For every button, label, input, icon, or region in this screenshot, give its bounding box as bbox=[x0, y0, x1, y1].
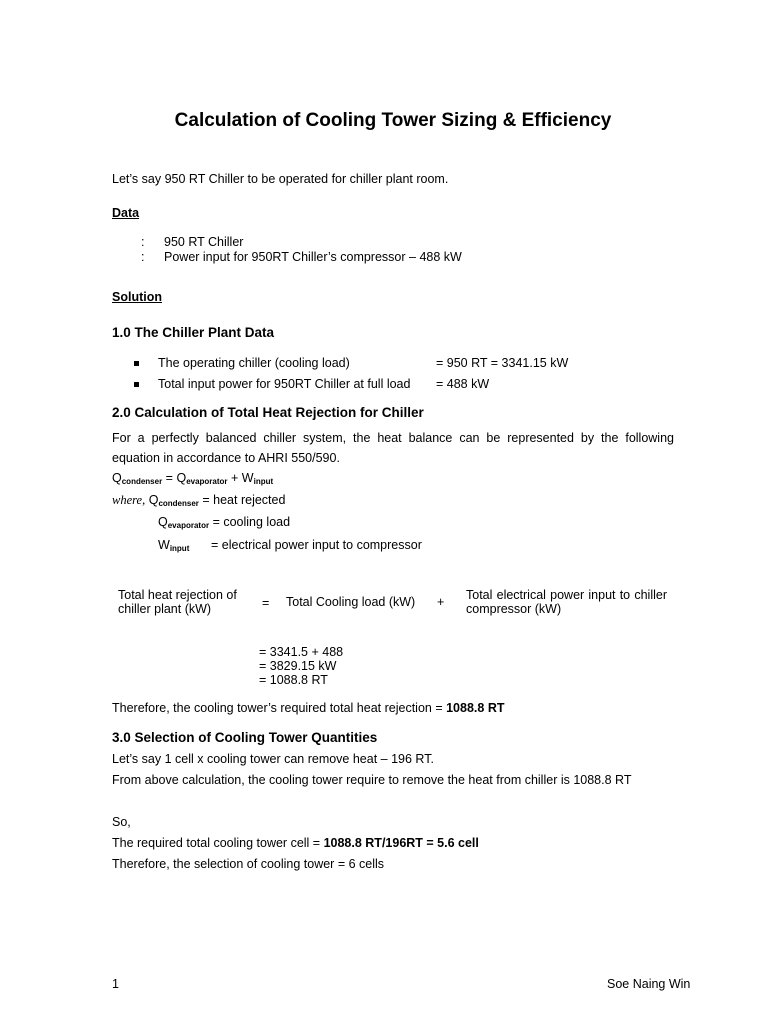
cell-capacity-text: Let’s say 1 cell x cooling tower can remove heat – 196 RT. bbox=[112, 752, 434, 766]
total-heat-rejection-label: Total heat rejection of chiller plant (kW) bbox=[118, 588, 237, 616]
section-3-heading: 3.0 Selection of Cooling Tower Quantities bbox=[112, 730, 378, 745]
bullet-icon bbox=[134, 382, 139, 387]
data-item: 950 RT Chiller bbox=[164, 235, 244, 249]
page-title: Calculation of Cooling Tower Sizing & Efficiency bbox=[174, 110, 612, 131]
so-text: So, bbox=[112, 815, 131, 829]
intro-text: Let’s say 950 RT Chiller to be operated for chiller plant room. bbox=[112, 172, 449, 186]
definition-power-input: $W_{input}$ bbox=[158, 538, 190, 553]
heat-balance-equation: $Q_{condenser} = Q_{evaporator} + W_{input}$ bbox=[112, 471, 274, 486]
definition-power-input-text: = electrical power input to compressor bbox=[211, 538, 422, 552]
definition-heat-rejected: where, $Q_{condenser}$ = heat rejected bbox=[112, 493, 286, 508]
required-cells-text: The required total cooling tower cell = 1088.8 RT/196RT = 5.6 cell bbox=[112, 836, 479, 850]
calc-line: = 3341.5 + 488 bbox=[259, 645, 344, 659]
calc-line: = 1088.8 RT bbox=[259, 673, 328, 687]
plant-data-value: = 488 kW bbox=[436, 377, 490, 391]
required-heat-text: From above calculation, the cooling tower require to remove the heat from chiller is 1088.8 RT bbox=[112, 773, 632, 787]
total-power-input-label: Total electrical power input to chiller compressor (kW) bbox=[466, 588, 667, 616]
plant-data-label: The operating chiller (cooling load) bbox=[158, 356, 350, 370]
selection-text: Therefore, the selection of cooling tower = 6 cells bbox=[112, 857, 385, 871]
definition-cooling-load: $Q_{evaporator}$ = cooling load bbox=[158, 515, 291, 530]
plant-data-label: Total input power for 950RT Chiller at full load bbox=[158, 377, 411, 391]
equals-sign: = bbox=[262, 596, 270, 610]
calc-line: = 3829.15 kW bbox=[259, 659, 337, 673]
data-item-marker: : bbox=[141, 235, 145, 249]
bullet-icon bbox=[134, 361, 139, 366]
data-item-marker: : bbox=[141, 250, 145, 264]
section-1-heading: 1.0 The Chiller Plant Data bbox=[112, 325, 275, 340]
plus-sign: + bbox=[437, 595, 445, 609]
data-item: Power input for 950RT Chiller’s compressor – 488 kW bbox=[164, 250, 462, 264]
data-heading: Data bbox=[112, 206, 140, 220]
page-number: 1 bbox=[112, 977, 119, 991]
section-2-heading: 2.0 Calculation of Total Heat Rejection for Chiller bbox=[112, 405, 424, 420]
plant-data-value: = 950 RT = 3341.15 kW bbox=[436, 356, 569, 370]
heat-rejection-conclusion: Therefore, the cooling tower’s required total heat rejection = 1088.8 RT bbox=[112, 701, 505, 715]
author-name: Soe Naing Win bbox=[607, 977, 691, 991]
total-cooling-load-label: Total Cooling load (kW) bbox=[286, 595, 416, 609]
heat-balance-paragraph: For a perfectly balanced chiller system, the heat balance can be represented by the following equation in accordance to AHRI 550/590. bbox=[112, 431, 674, 465]
solution-heading: Solution bbox=[112, 290, 162, 304]
